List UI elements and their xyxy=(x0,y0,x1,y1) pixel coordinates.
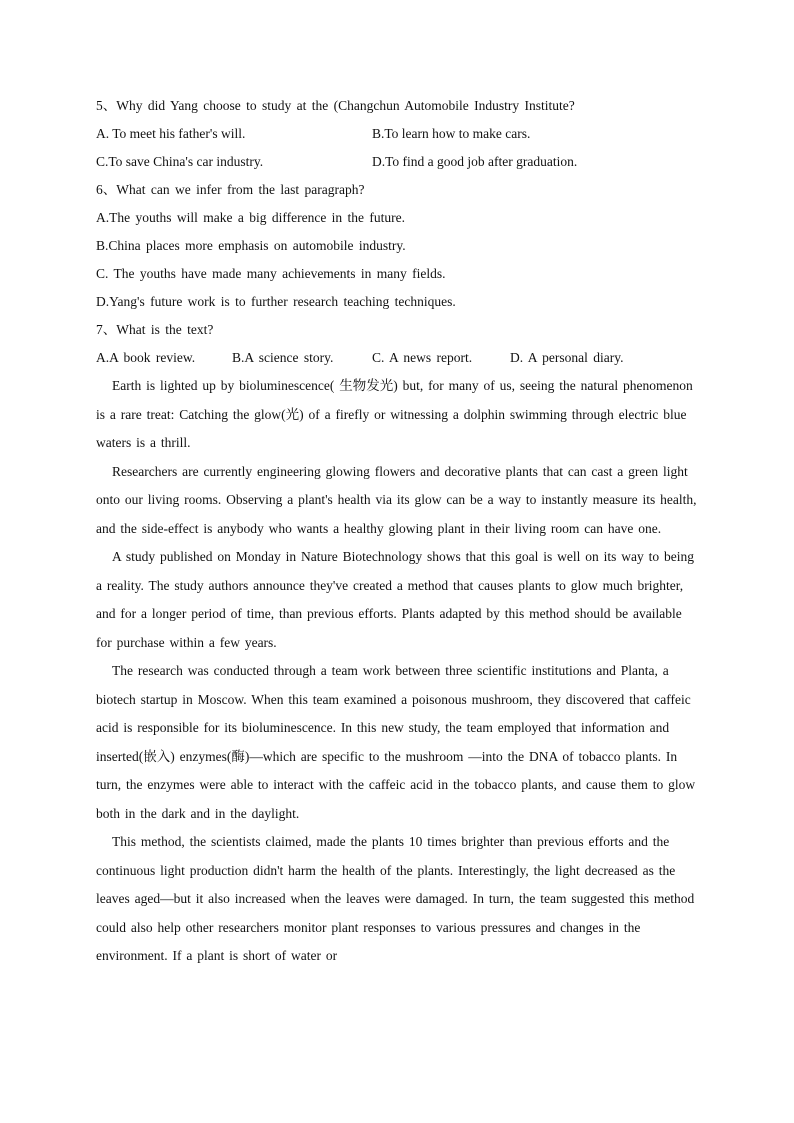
passage-paragraph-3: A study published on Monday in Nature Biotechnology shows that this goal is well on its way to being a reality. The study authors announce they've created a method that causes plants to glow much brighter, and for a longer period of time, than previous efforts. Plants adapted by this method should be available for purchase within a few years. xyxy=(96,549,694,650)
question-5-option-b: B.To learn how to make cars. xyxy=(372,126,531,141)
question-6-option-b: B.China places more emphasis on automobile industry. xyxy=(96,238,406,253)
question-7-option-c: C. A news report. xyxy=(372,350,473,365)
passage-paragraph-2: Researchers are currently engineering glowing flowers and decorative plants that can cast a green light onto our living rooms. Observing a plant's health via its glow can be a way to instantly measure its health, and the side-effect is anybody who wants a healthy glowing plant in their living room can have one. xyxy=(96,463,697,536)
question-5-stem: 5、Why did Yang choose to study at the (Changchun Automobile Industry Institute? xyxy=(96,98,575,113)
question-7-stem: 7、What is the text? xyxy=(96,322,214,337)
question-7-options xyxy=(96,344,700,372)
question-7-option-b: B.A science story. xyxy=(232,350,334,365)
question-6-option-d: D.Yang's future work is to further research teaching techniques. xyxy=(96,294,456,309)
document-page xyxy=(96,92,700,971)
question-6-stem: 6、What can we infer from the last paragraph? xyxy=(96,182,365,197)
question-6-option-c: C. The youths have made many achievements in many fields. xyxy=(96,266,446,281)
passage-paragraph-4: The research was conducted through a team work between three scientific institutions and Planta, a biotech startup in Moscow. When this team examined a poisonous mushroom, they discovered that caffeic acid is responsible for its bioluminescence. In this new study, the team employed that information and inserted(嵌入) enzymes(酶)—which are specific to the mushroom —into the DNA of tobacco plants. In turn, the enzymes were able to interact with the caffeic acid in the tobacco plants, and cause them to glow both in the dark and in the daylight. xyxy=(96,663,696,821)
question-7-option-d: D. A personal diary. xyxy=(510,350,624,365)
question-5-option-c: C.To save China's car industry. xyxy=(96,154,264,169)
passage-paragraph-5: This method, the scientists claimed, made the plants 10 times brighter than previous efforts and the continuous light production didn't harm the health of the plants. Interestingly, the light decreased as the leaves aged—but it also increased when the leaves were damaged. In turn, the team suggested this method could also help other researchers monitor plant responses to various pressures and changes in the environment. If a plant is short of water or xyxy=(96,834,695,963)
question-5-option-a: A. To meet his father's will. xyxy=(96,126,246,141)
question-7-option-a: A.A book review. xyxy=(96,350,196,365)
question-5-options-row-2 xyxy=(96,148,700,176)
passage-paragraph-1: Earth is lighted up by bioluminescence( 生物发光) but, for many of us, seeing the natural phenomenon is a rare treat: Catching the glow(光) of a firefly or witnessing a dolphin swimming through electric blue waters is a thrill. xyxy=(96,378,693,450)
question-5-options-row-1 xyxy=(96,120,700,148)
question-5-option-d: D.To find a good job after graduation. xyxy=(372,154,578,169)
question-6-option-a: A.The youths will make a big difference in the future. xyxy=(96,210,406,225)
